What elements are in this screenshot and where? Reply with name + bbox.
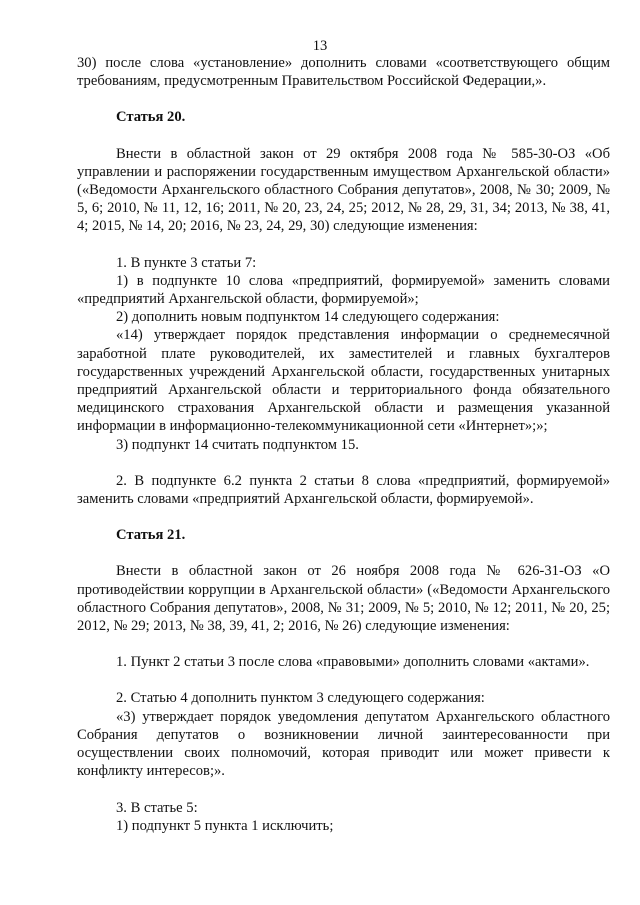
spacer (77, 544, 610, 562)
spacer (77, 127, 610, 145)
page-number: 13 (312, 38, 328, 54)
spacer (77, 236, 610, 254)
spacer (77, 454, 610, 472)
article-21-point-3-text: «3) утверждает порядок уведомления депутатом Архангельского областного Собрания депутатов о возникновении личной заинтересованности при осуществлении своих полномочий, которая приводит или может привести к конфликту интересов;». (77, 708, 610, 780)
article-21-point-2: 2. Статью 4 дополнить пунктом 3 следующего содержания: (116, 690, 485, 707)
spacer (77, 635, 610, 653)
article-20-subpoint-1: 1) в подпункте 10 слова «предприятий, формируемой» заменить словами «предприятий Архангельской области, формируемой»; (77, 272, 610, 308)
article-20-subpoint-3: 3) подпункт 14 считать подпунктом 15. (116, 436, 359, 453)
article-20-point-2: 2. В подпункте 6.2 пункта 2 статьи 8 слова «предприятий, формируемой» заменить словами «предприятий Архангельской области, формируемой». (77, 472, 610, 508)
article-21-point-1: 1. Пункт 2 статьи 3 после слова «правовыми» дополнить словами «актами». (116, 654, 590, 671)
paragraph-item-30: 30) после слова «установление» дополнить словами «соответствующего общим требованиям, предусмотренным Правительством Российской Федерации,». (77, 55, 610, 90)
spacer (77, 508, 610, 526)
spacer (77, 90, 610, 108)
article-20-subpoint-2: 2) дополнить новым подпунктом 14 следующего содержания: (116, 309, 500, 326)
document-body (77, 54, 610, 835)
article-21-point-3: 3. В статье 5: (116, 799, 198, 816)
spacer (77, 781, 610, 799)
article-21-heading: Статья 21. (116, 527, 186, 544)
article-20-point-1: 1. В пункте 3 статьи 7: (116, 254, 257, 271)
spacer (77, 671, 610, 689)
article-20-heading: Статья 20. (116, 109, 186, 126)
article-21-intro: Внести в областной закон от 26 ноября 2008 года № 626-31-ОЗ «О противодействии коррупции в Архангельской области» («Ведомости Архангельского областного Собрания депутатов», 2008, № 31; 2009, № 5; 2010, № 12; 2011, № 20, 25; 2012, № 29; 2013, № 38, 39, 41, 2; 2016, № 26) следующие изменения: (77, 563, 610, 635)
article-20-intro: Внести в областной закон от 29 октября 2008 года № 585-30-ОЗ «Об управлении и распоряжении государственным имуществом Архангельской области» («Ведомости Архангельского областного Собрания депутатов», 2008, № 30; 2009, № 5, 6; 2010, № 11, 12, 16; 2011, № 20, 23, 24, 25; 2012, № 28, 29, 31, 34; 2013, № 38, 41, 4; 2015, № 14, 20; 2016, № 23, 24, 29, 30) следующие изменения: (77, 145, 610, 235)
article-20-subpoint-14-text: «14) утверждает порядок представления информации о среднемесячной заработной плате руководителей, их заместителей и главных бухгалтеров государственных учреждений Архангельской области, государственных унитарных предприятий Архангельской области и территориального фонда обязательного медицинского страхования Архангельской области и размещения указанной информации в информационно-телекоммуникационной сети «Интернет»;»; (77, 327, 610, 435)
article-21-subpoint-1: 1) подпункт 5 пункта 1 исключить; (116, 817, 334, 834)
